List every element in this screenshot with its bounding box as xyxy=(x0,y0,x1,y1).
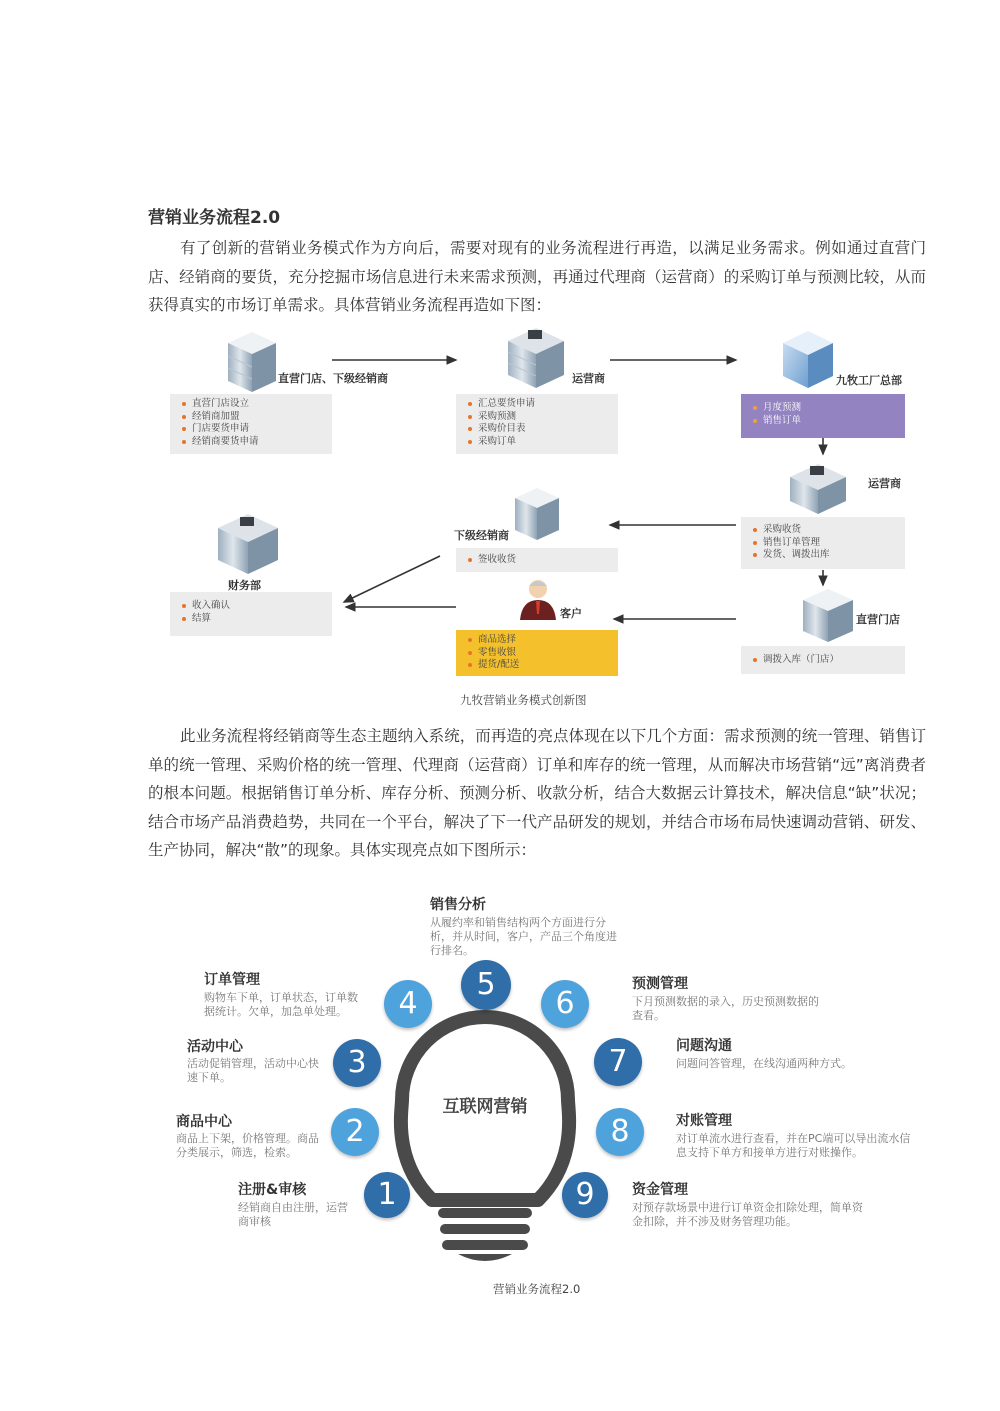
feature-desc-8: 对订单流水进行查看，并在PC端可以导出流水信息支持下单方和接单方进行对账操作。 xyxy=(676,1132,911,1159)
highlights-paragraph: 此业务流程将经销商等生态主题纳入系统，而再造的亮点体现在以下几个方面：需求预测的统一管理、销售订单的统一管理、采购价格的统一管理、代理商（运营商）订单和库存的统一管理，从而解决市场营销“远”离消费者的根本问题。根据销售订单分析、库存分析、预测分析、收款分析，结合大数据云计算技术，解决信息“缺”状况；结合市场产品消费趋势，共同在一个平台，解决了下一代产品研发的规划，并结合市场布局快速调动营销、研发、生产协同，解决“散”的现象。具体实现亮点如下图所示： xyxy=(148,727,926,859)
feature-badge-2: 2 xyxy=(331,1108,379,1156)
list-item: 门店要货申请 xyxy=(182,423,332,436)
feature-badge-4: 4 xyxy=(384,980,432,1028)
feature-desc-7: 问题问答管理，在线沟通两种方式。 xyxy=(676,1057,852,1070)
feature-title-2: 商品中心 xyxy=(176,1114,232,1130)
feature-title-8: 对账管理 xyxy=(676,1113,732,1129)
list-item: 销售订单管理 xyxy=(753,537,905,550)
bulb-caption: 营销业务流程2.0 xyxy=(493,1282,581,1296)
list-item: 提货/配送 xyxy=(468,659,618,672)
feature-badge-8: 8 xyxy=(596,1108,644,1156)
feature-title-5: 销售分析 xyxy=(430,897,486,913)
feature-badge-9: 9 xyxy=(562,1172,608,1218)
list-item: 签收收货 xyxy=(468,554,618,567)
feature-desc-4: 购物车下单，订单状态，订单数据统计。欠单，加急单处理。 xyxy=(204,991,358,1018)
feature-title-3: 活动中心 xyxy=(187,1039,243,1055)
list-item: 零售收银 xyxy=(468,647,618,660)
list-item: 月度预测 xyxy=(753,402,905,415)
node-label-operator-1: 运营商 xyxy=(572,372,605,385)
feature-desc-1: 经销商自由注册，运营商审核 xyxy=(238,1201,348,1228)
feature-title-9: 资金管理 xyxy=(632,1182,688,1198)
feature-badge-3: 3 xyxy=(333,1039,381,1087)
feature-badge-6: 6 xyxy=(541,980,589,1028)
node-label-hq: 九牧工厂总部 xyxy=(836,374,902,387)
list-item: 发货、调拨出库 xyxy=(753,549,905,562)
flow-caption: 九牧营销业务模式创新图 xyxy=(460,693,587,707)
feature-title-7: 问题沟通 xyxy=(676,1038,732,1054)
feature-title-6: 预测管理 xyxy=(632,976,688,992)
list-item: 汇总要货申请 xyxy=(468,398,618,411)
feature-title-1: 注册&审核 xyxy=(238,1182,307,1198)
bulb-center-label: 互联网营销 xyxy=(442,1097,528,1117)
feature-title-4: 订单管理 xyxy=(204,972,260,988)
node-label-sub-dealer: 下级经销商 xyxy=(454,529,509,542)
list-item: 经销商要货申请 xyxy=(182,436,332,449)
bulb-base-ring xyxy=(440,1224,530,1234)
list-item: 采购价目表 xyxy=(468,423,618,436)
bulb-base-ring xyxy=(442,1240,528,1250)
list-item: 经销商加盟 xyxy=(182,411,332,424)
node-label-customer: 客户 xyxy=(560,607,582,620)
list-item: 采购订单 xyxy=(468,436,618,449)
list-item: 结算 xyxy=(182,613,332,626)
feature-badge-5: 5 xyxy=(461,960,511,1010)
feature-desc-3: 活动促销管理，活动中心快速下单。 xyxy=(187,1057,319,1084)
list-item: 调拨入库（门店） xyxy=(753,654,905,667)
node-label-finance: 财务部 xyxy=(228,579,261,592)
list-item: 采购预测 xyxy=(468,411,618,424)
node-label-store: 直营门店 xyxy=(856,613,900,626)
feature-desc-6: 下月预测数据的录入，历史预测数据的查看。 xyxy=(632,995,819,1022)
feature-badge-1: 1 xyxy=(364,1172,410,1218)
intro-paragraph: 有了创新的营销业务模式作为方向后，需要对现有的业务流程进行再造，以满足业务需求。例如通过直营门店、经销商的要货，充分挖掘市场信息进行未来需求预测，再通过代理商（运营商）的采购订单与预测比较，从而获得真实的市场订单需求。具体营销业务流程再造如下图： xyxy=(148,239,926,314)
list-item: 商品选择 xyxy=(468,634,618,647)
feature-badge-7: 7 xyxy=(594,1038,642,1086)
list-item: 销售订单 xyxy=(753,415,905,428)
node-label-operator-2: 运营商 xyxy=(868,477,901,490)
bulb-base-ring xyxy=(438,1208,532,1218)
list-item: 采购收货 xyxy=(753,524,905,537)
node-label-direct: 直营门店、下级经销商 xyxy=(278,372,388,385)
section-title: 营销业务流程2.0 xyxy=(148,208,281,228)
feature-desc-2: 商品上下架，价格管理。商品分类展示，筛选，检索。 xyxy=(176,1132,319,1159)
list-item: 收入确认 xyxy=(182,600,332,613)
list-item: 直营门店设立 xyxy=(182,398,332,411)
feature-desc-5: 从履约率和销售结构两个方面进行分析，并从时间，客户，产品三个角度进行排名。 xyxy=(430,916,617,957)
feature-desc-9: 对预存款场景中进行订单资金扣除处理，简单资金扣除，并不涉及财务管理功能。 xyxy=(632,1201,863,1228)
bulb-tip xyxy=(458,1254,512,1261)
